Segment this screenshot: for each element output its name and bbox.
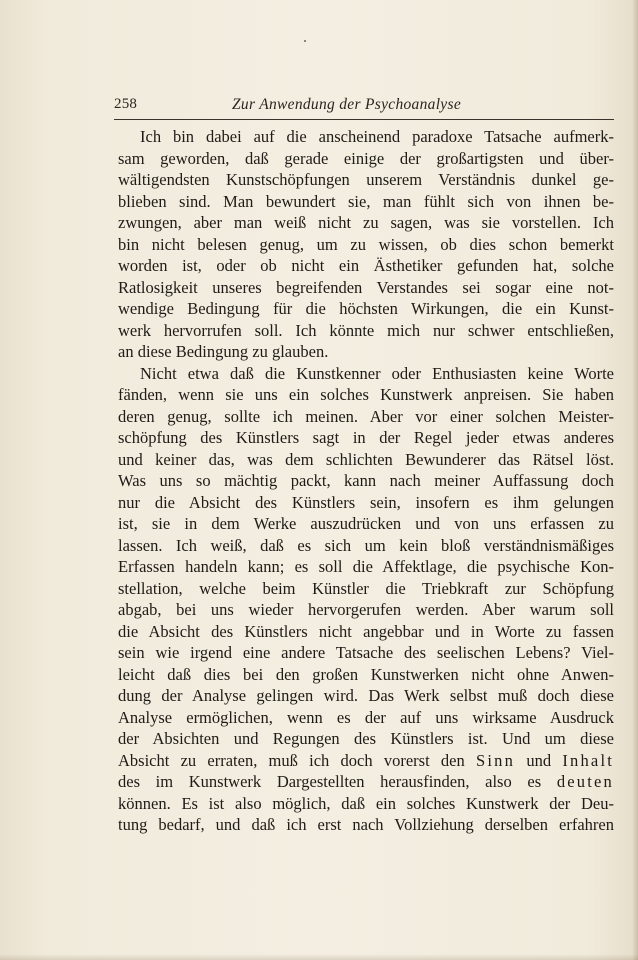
text-line: wältigendsten Kunstschöpfungen unserem Verständnis dunkel ge- [118, 170, 614, 189]
text-line: fänden, wenn sie uns ein solches Kunstwerk anpreisen. Sie haben [118, 385, 614, 404]
text-line: deren genug, sollte ich meinen. Aber vor einer solchen Meister- [118, 406, 614, 426]
text-line: leicht daß dies bei den großen Kunstwerken nicht ohne Anwen- [118, 664, 614, 684]
text-line: sein wie irgend eine andere Tatsache des seelischen Lebens? Viel- [118, 643, 614, 662]
text-line: nur die Absicht des Künstlers sein, insofern es ihm gelungen [118, 492, 614, 512]
text-line: schöpfung des Künstlers sagt in der Regel jeder etwas anderes [118, 428, 614, 447]
text-line: ist, sie in dem Werke auszudrücken und von uns erfassen zu [118, 514, 614, 533]
text-line: lassen. Ich weiß, daß es sich um kein bloß verständnismäßiges [118, 535, 614, 555]
text-line: wendige Bedingung für die höchsten Wirkungen, die ein Kunst- [118, 299, 614, 318]
text-line: worden ist, oder ob nicht ein Ästhetiker gefunden hat, solche [118, 256, 614, 275]
page-header [114, 96, 614, 118]
text-line: die Absicht des Künstlers nicht angebbar und in Worte zu fassen [118, 621, 614, 641]
page-edge-shadow-bottom [0, 954, 638, 960]
text-line: Nicht etwa daß die Kunstkenner oder Enthusiasten keine Worte [140, 363, 614, 383]
paper-speck [304, 40, 306, 42]
text-line: bin nicht belesen genug, um zu wissen, ob dies schon bemerkt [118, 234, 614, 254]
text-line: abgab, bei uns wieder hervorgerufen werden. Aber warum soll [118, 600, 614, 619]
text-line: stellation, welche beim Künstler die Triebkraft zur Schöpfung [118, 578, 614, 598]
page-number: 258 [114, 96, 138, 112]
text-line: Ich bin dabei auf die anscheinend paradoxe Tatsache aufmerk- [140, 127, 614, 146]
text-fragment: des im Kunstwerk Dargestellten herausfinden, also es [118, 772, 557, 791]
text-line: Erfassen handeln kann; es soll die Affektlage, die psychische Kon- [118, 557, 614, 576]
text-line: zwungen, aber man weiß nicht zu sagen, was sie vorstellen. Ich [118, 213, 614, 232]
emphasized-word: Inhalt [562, 750, 615, 770]
text-fragment: Absicht zu erraten, muß ich doch vorerst den [118, 750, 477, 770]
emphasized-word: deuten [556, 772, 614, 791]
body-text [118, 126, 614, 836]
text-line: Was uns so mächtig packt, kann nach meiner Auffassung doch [118, 471, 614, 490]
text-line: an diese Bedingung zu glauben. [118, 342, 329, 361]
text-line [118, 771, 614, 793]
running-head: Zur Anwendung der Psychoanalyse [232, 96, 462, 113]
text-line: sam geworden, daß gerade einige der großartigsten und über- [118, 148, 614, 168]
text-line: werk hervorrufen soll. Ich könnte mich nur schwer entschließen, [118, 320, 614, 340]
text-line: blieben sind. Man bewundert sie, man fühlt sich von ihnen be- [118, 191, 614, 211]
text-line: können. Es ist also möglich, daß ein solches Kunstwerk der Deu- [118, 793, 614, 813]
text-line: der Absichten und Regungen des Künstlers ist. Und um diese [118, 729, 614, 748]
emphasized-word: Sinn [476, 750, 516, 770]
text-line: und keiner das, was dem schlichten Bewunderer das Rätsel löst. [118, 449, 614, 469]
text-line [118, 750, 614, 772]
text-line: dung der Analyse gelingen wird. Das Werk selbst muß doch diese [118, 686, 614, 705]
header-rule [114, 119, 614, 120]
text-line: tung bedarf, und daß ich erst nach Vollziehung derselben erfahren [118, 815, 614, 834]
text-line: Ratlosigkeit unseres begreifenden Verstandes sei sogar eine not- [118, 277, 614, 297]
text-fragment: und [515, 750, 563, 770]
text-line: Analyse ermöglichen, wenn es der auf uns wirksame Ausdruck [118, 707, 614, 727]
page-edge-shadow [632, 0, 638, 960]
